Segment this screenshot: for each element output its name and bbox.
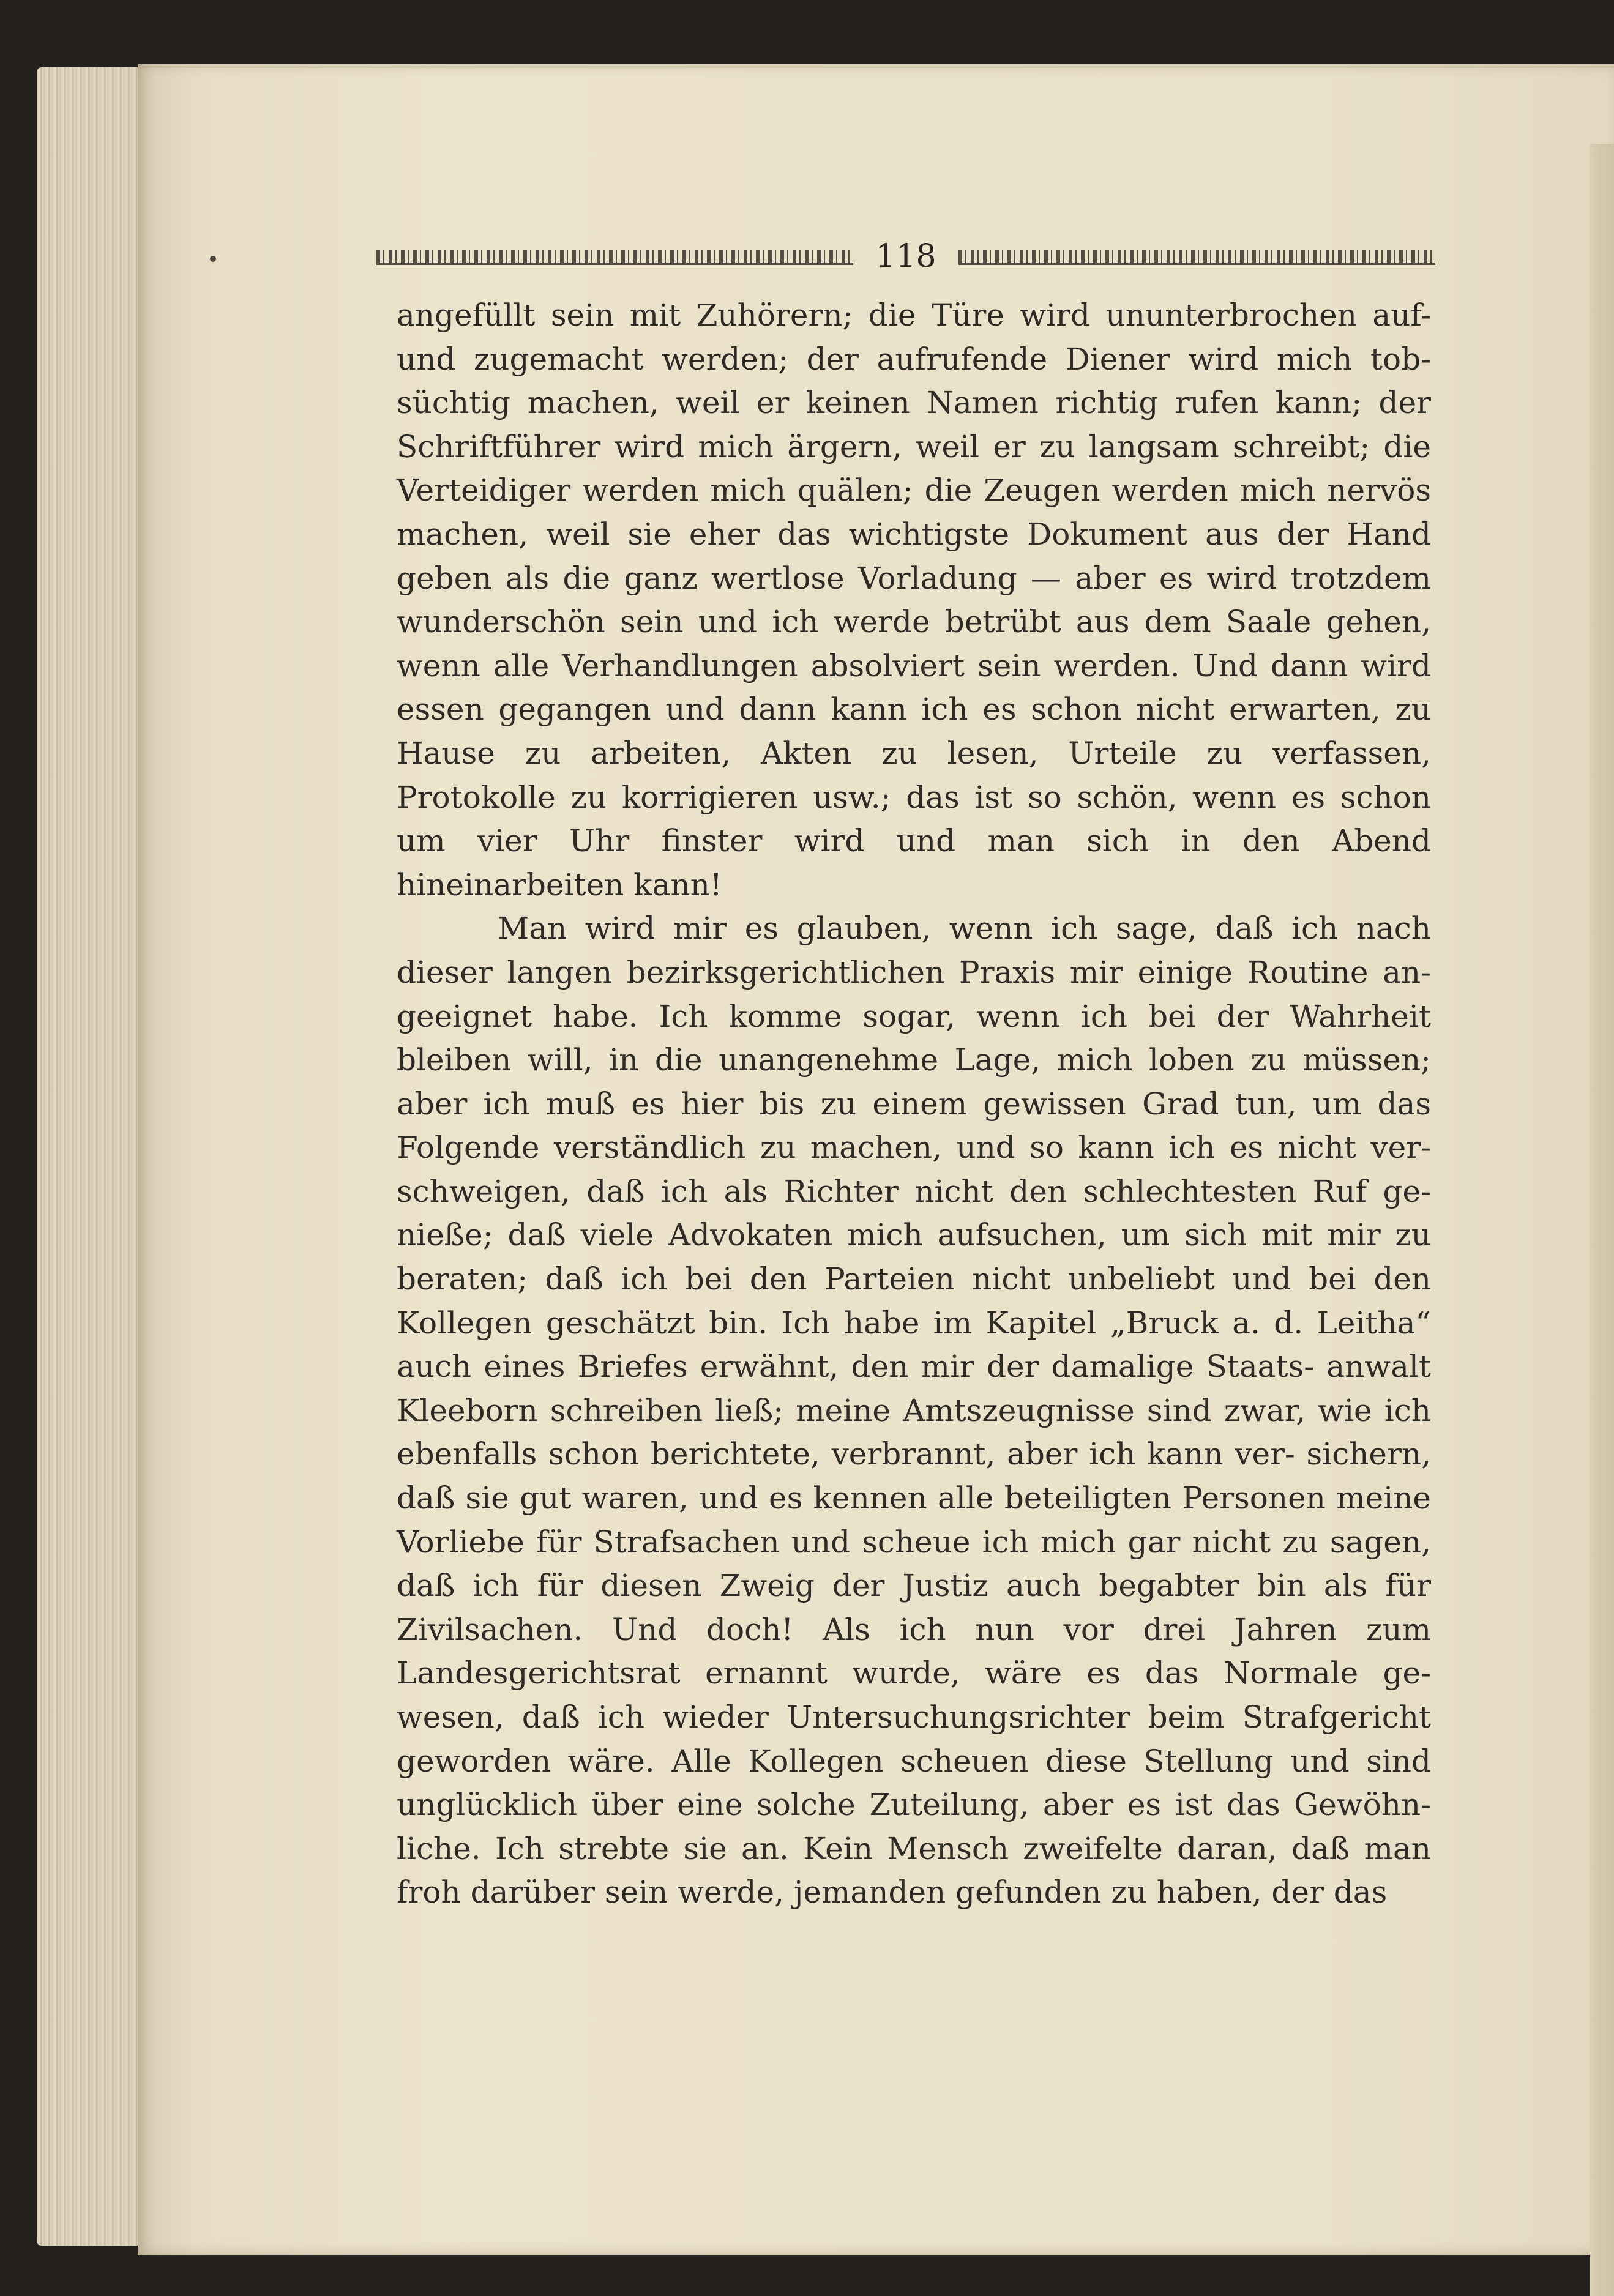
paragraph-2: Man wird mir es glauben, wenn ich sage, daß ich nach dieser langen bezirksgerichtlichen Praxis mir einige Routine an- geeignet habe. Ich komme sogar, wenn ich bei der Wahrheit bleiben will, in die unangenehme Lage, mich loben zu müssen; aber ich muß es hier bis zu einem gewissen Grad tun, um das Folgende verständlich zu machen, und so kann ich es nicht ver- schweigen, daß ich als Richter nicht den schlechtesten Ruf ge- nieße; daß viele Advokaten mich aufsuchen, um sich mit mir zu beraten; daß ich bei den Parteien nicht unbeliebt und bei den Kollegen geschätzt bin. Ich habe im Kapitel „Bruck a. d. Leitha“ auch eines Briefes erwähnt, den mir der damalige Staats- anwalt Kleeborn schreiben ließ; meine Amtszeugnisse sind zwar, wie ich ebenfalls schon berichtete, verbrannt, aber ich kann ver- sichern, daß sie gut waren, und es kennen alle beteiligten Personen meine Vorliebe für Strafsachen und scheue ich mich gar nicht zu sagen, daß ich für diesen Zweig der Justiz auch begabter bin als für Zivilsachen. Und doch! Als ich nun vor drei Jahren zum Landesgerichtsrat ernannt wurde, wäre es das Normale ge- wesen, daß ich wieder Untersuchungsrichter beim Strafgericht geworden wäre. Alle Kollegen scheuen diese Stellung und sind unglücklich über eine solche Zuteilung, aber es ist das Gewöhn- liche. Ich strebte sie an. Kein Mensch zweifelte daran, daß man froh darüber sein werde, jemanden gefunden zu haben, der das — [397, 911, 1431, 1910]
header-ornament-left — [376, 250, 853, 265]
page-number: 118 — [875, 238, 936, 275]
header-ornament-right — [958, 250, 1435, 265]
page-right-edge — [1590, 144, 1614, 2296]
margin-dot — [210, 256, 216, 262]
paragraph-1: angefüllt sein mit Zuhörern; die Türe wird ununterbrochen auf- und zugemacht werden; der aufrufende Diener wird mich tob- süchtig machen, weil er keinen Namen richtig rufen kann; der Schriftführer wird mich ärgern, weil er zu langsam schreibt; die Verteidiger werden mich quälen; die Zeugen werden mich nervös machen, weil sie eher das wichtigste Dokument aus der Hand geben als die ganz wertlose Vorladung — aber es wird trotzdem wunderschön sein und ich werde betrübt aus dem Saale gehen, wenn alle Verhandlungen absolviert sein werden. Und dann wird essen gegangen und dann kann ich es schon nicht erwarten, zu Hause zu arbeiten, Akten zu lesen, Urteile zu verfassen, Protokolle zu korrigieren usw.; das ist so schön, wenn es schon um vier Uhr finster wird und man sich in den Abend hineinarbeiten kann! — [397, 297, 1431, 903]
book-page-edges — [37, 67, 153, 2246]
running-header — [376, 229, 1435, 275]
body-text — [397, 294, 1431, 1915]
